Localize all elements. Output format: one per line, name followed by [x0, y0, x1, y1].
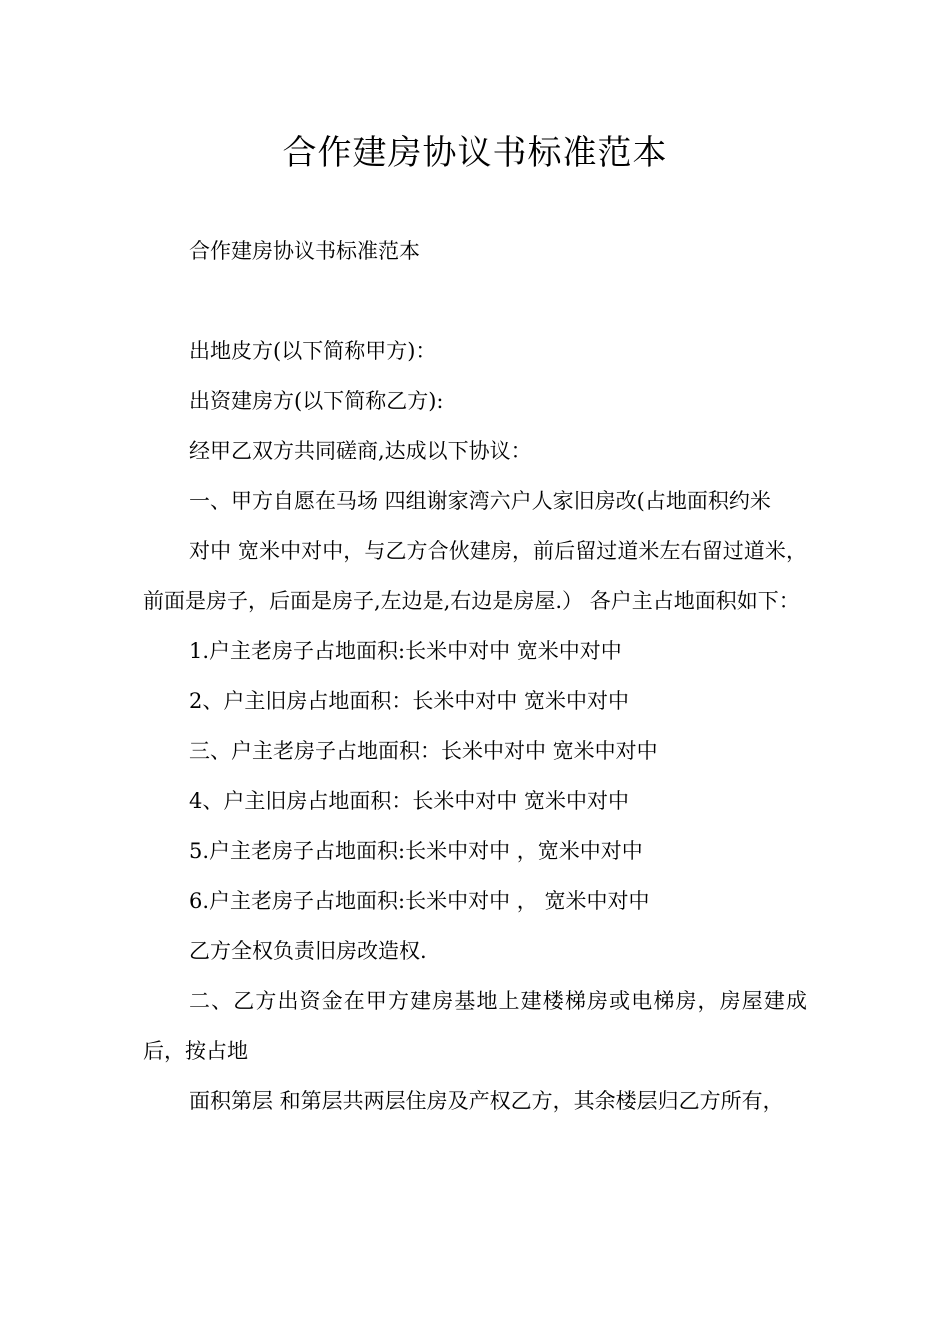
owner-area-item: 三、户主老房子占地面积：长米中对中 宽米中对中 [189, 739, 658, 763]
owner-area-item: 1.户主老房子占地面积:长米中对中 宽米中对中 [189, 639, 622, 663]
document-title: 合作建房协议书标准范本 [282, 133, 668, 173]
clause-two: 二、乙方出资金在甲方建房基地上建楼梯房或电梯房，房屋建成后，按占地 [143, 989, 807, 1063]
document-subtitle: 合作建房协议书标准范本 [189, 239, 420, 263]
clause-one: 一、甲方自愿在马场 四组谢家湾六户人家旧房改(占地面积约米 [189, 489, 771, 513]
party-b-line: 出资建房方(以下简称乙方): [189, 389, 444, 413]
owner-area-item: 5.户主老房子占地面积:长米中对中 ，宽米中对中 [189, 839, 643, 863]
party-a-line: 出地皮方(以下简称甲方)： [189, 339, 437, 363]
owner-area-item: 6.户主老房子占地面积:长米中对中 ， 宽米中对中 [189, 889, 650, 913]
owner-area-item: 4、户主旧房占地面积：长米中对中 宽米中对中 [189, 789, 630, 813]
agreement-intro: 经甲乙双方共同磋商,达成以下协议： [189, 439, 532, 463]
owner-area-item: 2、户主旧房占地面积：长米中对中 宽米中对中 [189, 689, 630, 713]
document-body [143, 226, 807, 1126]
clause-one-continued: 对中 宽米中对中，与乙方合伙建房，前后留过道米左右留过道米，前面是房子，后面是房子,左边是,右边是房屋.） 各户主占地面积如下： [143, 539, 807, 613]
renovation-right-line: 乙方全权负责旧房改造权. [189, 939, 427, 963]
clause-two-continued: 面积第层 和第层共两层住房及产权乙方，其余楼层归乙方所有， [189, 1089, 784, 1113]
